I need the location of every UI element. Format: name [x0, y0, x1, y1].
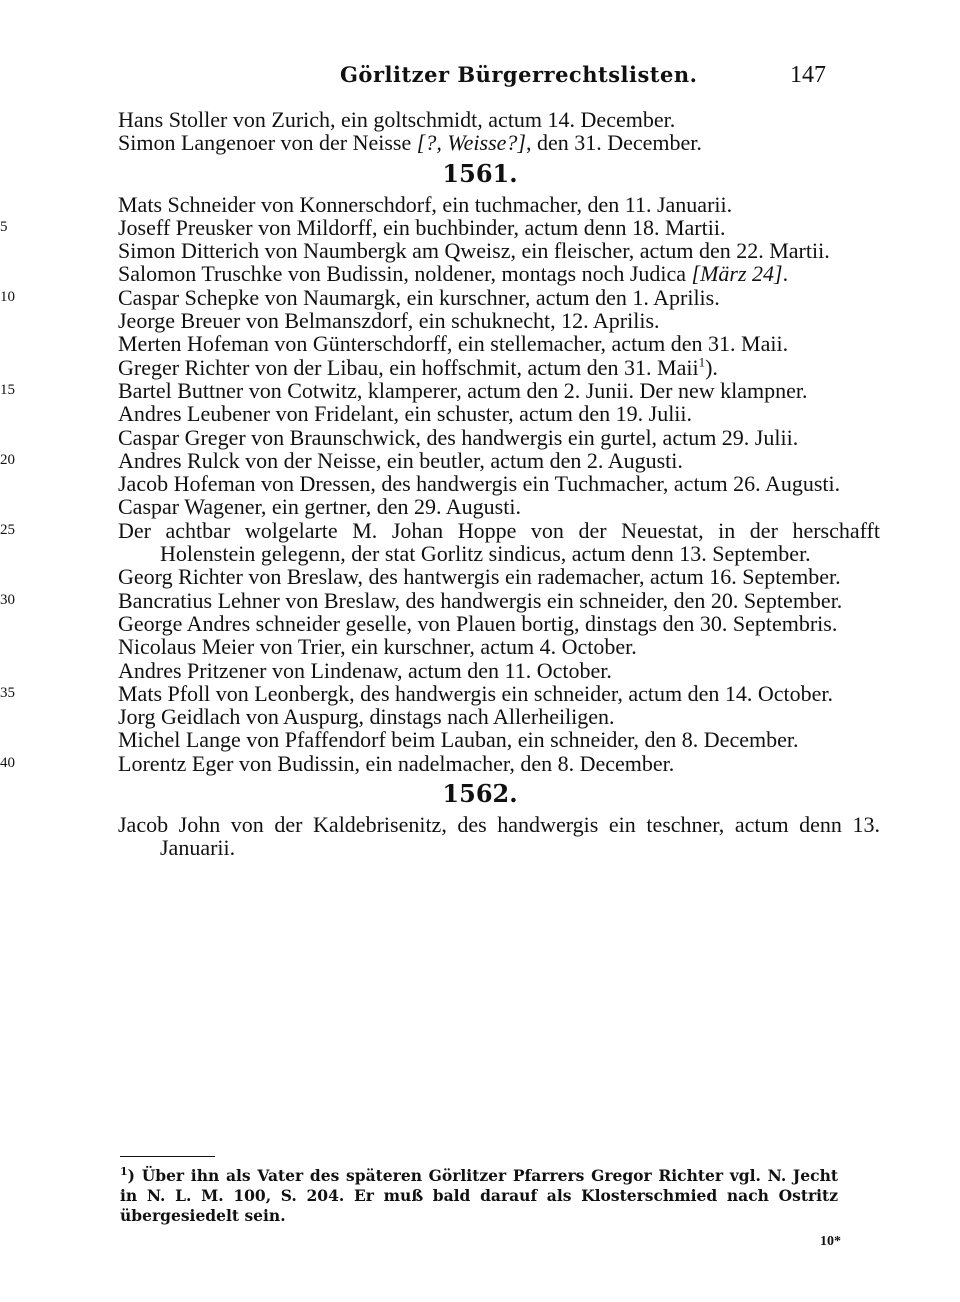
- footnote-text: ) Über ihn als Vater des späteren Görlitzer Pfarrers Gregor Richter vgl. N. Jecht in N. L. M. 100, S. 204. Er muß bald darauf als Klosterschmied nach Ostritz übergesiedelt sein.: [120, 1166, 838, 1226]
- entry-line: [118, 332, 880, 355]
- footnote-mark: 1: [120, 1165, 128, 1178]
- entry-text: Joseff Preusker von Mildorff, ein buchbinder, actum denn 18. Martii.: [118, 214, 726, 240]
- line-number: 30: [0, 591, 15, 608]
- editorial-note: [?, Weisse?]: [416, 130, 526, 156]
- line-number: 40: [0, 754, 15, 771]
- entry-line: [0, 447, 880, 473]
- entry-text: Simon Langenoer von der Neisse: [118, 130, 417, 156]
- entry-line: [0, 750, 880, 776]
- editorial-note: [März 24]: [691, 261, 783, 287]
- entry-text: Andres Pritzener von Lindenaw, actum den 11. October.: [118, 657, 612, 683]
- page-header: [0, 62, 960, 92]
- line-number: 20: [0, 451, 15, 468]
- entry-text: Jacob Hofeman von Dressen, des handwergis ein Tuchmacher, actum 26. Augusti.: [118, 471, 841, 497]
- entry-line: [0, 517, 880, 567]
- line-number: 35: [0, 684, 15, 701]
- entry-line: [118, 426, 880, 449]
- entry-text: Merten Hofeman von Günterschdorff, ein stellemacher, actum den 31. Maii.: [118, 331, 789, 357]
- entry-line: [118, 193, 880, 216]
- line-number: 15: [0, 381, 15, 398]
- entry-line: [118, 728, 880, 751]
- entry-text: Caspar Greger von Braunschwick, des handwergis ein gurtel, actum 29. Julii.: [118, 424, 799, 450]
- entry-text: Michel Lange von Pfaffendorf beim Lauban, ein schneider, den 8. December.: [118, 727, 799, 753]
- entry-text: Jeorge Breuer von Belmanszdorf, ein schuknecht, 12. Aprilis.: [118, 308, 660, 334]
- entry-line: [118, 472, 880, 495]
- entry-text: Salomon Truschke von Budissin, noldener, montags noch Judica: [118, 261, 687, 287]
- year-heading-1562: 1562.: [442, 779, 518, 809]
- entry-text: Simon Ditterich von Naumbergk am Qweisz, ein fleischer, actum den 22. Martii.: [118, 238, 830, 264]
- entry-line: [118, 131, 880, 154]
- entry-text: Bancratius Lehner von Breslaw, des handwergis ein schneider, den 20. September.: [118, 587, 843, 613]
- footnote-ref: 1: [698, 354, 706, 370]
- entry-text: Lorentz Eger von Budissin, ein nadelmacher, den 8. December.: [118, 750, 675, 776]
- footnote: [120, 1162, 838, 1226]
- entry-text: Andres Rulck von der Neisse, ein beutler, actum den 2. Augusti.: [118, 447, 683, 473]
- entry-line: [0, 680, 880, 706]
- entry-line: [118, 565, 880, 588]
- entry-text: Mats Pfoll von Leonbergk, des handwergis ein schneider, actum den 14. October.: [118, 680, 833, 706]
- footnote-rule: [120, 1156, 215, 1157]
- entry-line: [118, 239, 880, 262]
- line-number: 5: [0, 218, 8, 235]
- entry-text: Der achtbar wolgelarte M. Johan Hoppe von der Neuestat, in der herschafft Holenstein gelegenn, der stat Gorlitz sindicus, actum denn 13. September.: [118, 517, 880, 567]
- entry-line: [0, 377, 880, 403]
- register-text: [0, 108, 960, 860]
- entry-text: Nicolaus Meier von Trier, ein kurschner, actum 4. October.: [118, 634, 637, 660]
- year-heading-1561: 1561.: [442, 158, 518, 188]
- signature-mark: 10*: [820, 1234, 841, 1249]
- entry-line: [118, 612, 880, 635]
- entry-text-tail: ).: [705, 354, 718, 380]
- entry-text-tail: , den 31. December.: [525, 130, 702, 156]
- entry-text: Caspar Schepke von Naumargk, ein kurschner, actum den 1. Aprilis.: [118, 284, 720, 310]
- line-number: 10: [0, 288, 15, 305]
- entry-line: [118, 356, 880, 379]
- entry-line: [118, 309, 880, 332]
- entry-text: George Andres schneider geselle, von Plauen bortig, dinstags den 30. Septembris.: [118, 610, 838, 636]
- entry-text: Hans Stoller von Zurich, ein goltschmidt, actum 14. December.: [118, 107, 676, 132]
- entry-line: [118, 108, 880, 131]
- entry-line: [118, 705, 880, 728]
- entry-text: Mats Schneider von Konnerschdorf, ein tuchmacher, den 11. Januarii.: [118, 191, 733, 217]
- entry-line: [118, 813, 880, 860]
- entry-line: [118, 402, 880, 425]
- entry-line: [118, 635, 880, 658]
- entry-text: Caspar Wagener, ein gertner, den 29. Augusti.: [118, 494, 521, 520]
- entries-1562: [0, 813, 960, 860]
- entry-text-tail: .: [782, 261, 789, 287]
- entry-text: Jacob John von der Kaldebrisenitz, des handwergis ein teschner, actum denn 13. Januarii.: [118, 812, 880, 861]
- entry-text: Georg Richter von Breslaw, des hantwergis ein rademacher, actum 16. September.: [118, 564, 841, 590]
- entry-line: [0, 587, 880, 613]
- entry-text: Bartel Buttner von Cotwitz, klamperer, actum den 2. Junii. Der new klampner.: [118, 377, 808, 403]
- entry-line: [0, 284, 880, 310]
- line-number: 25: [0, 521, 15, 538]
- running-title: Görlitzer Bürgerrechtslisten.: [340, 62, 698, 87]
- entry-line: [118, 495, 880, 518]
- page-number: 147: [790, 62, 826, 88]
- entry-line: [118, 659, 880, 682]
- entries-1561: [0, 193, 960, 775]
- entry-line: [0, 214, 880, 240]
- entry-text: Andres Leubener von Fridelant, ein schuster, actum den 19. Julii.: [118, 401, 693, 427]
- entry-line: [118, 262, 880, 285]
- entry-text: Greger Richter von der Libau, ein hoffschmit, actum den 31. Maii: [118, 354, 699, 380]
- entry-text: Jorg Geidlach von Auspurg, dinstags nach Allerheiligen.: [118, 704, 615, 730]
